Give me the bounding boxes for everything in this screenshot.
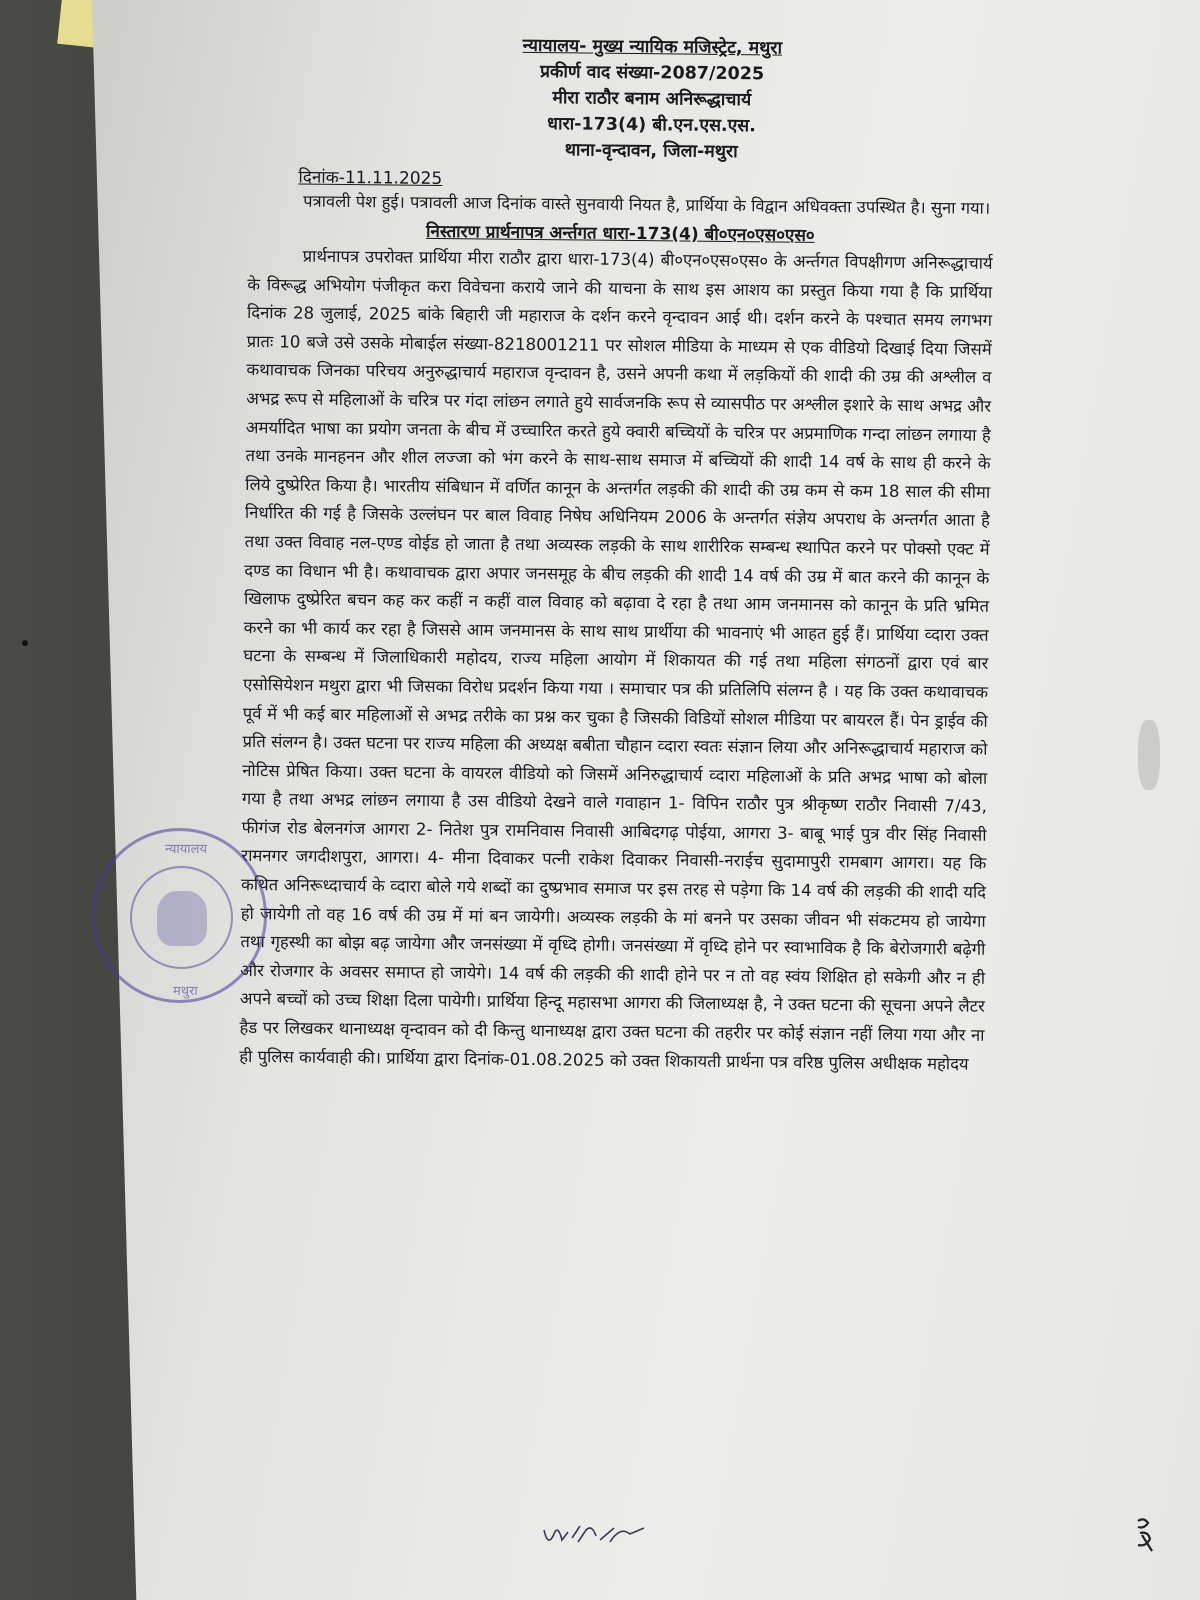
intro-paragraph: पत्रावली पेश हुई। पत्रावली आज दिनांक वास्ते सुनवायी नियत है, प्रार्थिया के विद्वान अधिवक्ता उपस्थित है। सुना गया। [303, 191, 991, 218]
ink-dot [22, 640, 28, 646]
document-header [309, 31, 995, 168]
seal-emblem-icon [157, 891, 207, 946]
page-number-mark-icon [1130, 1515, 1160, 1555]
paper-smudge [1138, 720, 1160, 790]
case-section: धारा-173(4) बी.एन.एस.एस. [547, 114, 756, 137]
case-parties: मीरा राठौर बनाम अनिरूद्धाचार्य [552, 88, 752, 111]
order-date: दिनांक-11.11.2025 [298, 167, 443, 190]
document-content [239, 30, 995, 1079]
seal-bottom-text: मथुरा [173, 984, 198, 999]
case-number: प्रकीर्ण वाद संख्या-2087/2025 [539, 62, 765, 85]
court-name: न्यायालय- मुख्य न्यायिक मजिस्ट्रेट, मथुरा [522, 35, 783, 59]
signature-icon [540, 1520, 650, 1550]
police-station: थाना-वृन्दावन, जिला-मथुरा [564, 140, 738, 163]
court-seal-stamp [92, 828, 267, 1003]
seal-top-text: न्यायालय [165, 842, 208, 857]
body-paragraph: प्रार्थनापत्र उपरोक्त प्रार्थिया मीरा राठौर द्वारा धारा-173(4) बी०एन०एस०एस० के अर्न्तगत विपक्षीगण अनिरूद्धाचार्य के विरूद्ध अभियोग पंजीकृत करा विवेचना कराये जाने की याचना के साथ इस आशय का प्रस्तुत किया गया है कि प्रार्थिया दिनांक 28 जुलाई, 2025 बांके बिहारी जी महाराज के दर्शन करने वृन्दावन आई थी। दर्शन करने के पश्चात समय लगभग प्रातः 10 बजे उसे उसके मोबाईल संख्या-8218001211 पर सोशल मीडिया के माध्यम से एक वीडियो दिखाई दिया जिसमें कथावाचक जिनका परिचय अनुरुद्धाचार्य महाराज वृन्दावन है, उसने अपनी कथा में लड़कियों की शादी की उम्र की अश्लील व अभद्र रूप से महिलाओं के चरित्र पर गंदा लांछन लगाते हुये सार्वजनकि रूप से व्यासपीठ पर अश्लील इशारे के साथ अभद्र और अमर्यादित भाषा का प्रयोग जनता के बीच में उच्चारित करते हुये क्वारी बच्चियों के चरित्र पर अप्रमाणिक गन्दा लांछन लगाया है तथा उनके मानहनन और शील लज्जा को भंग करने के साथ-साथ समाज में बच्चियों की शादी 14 वर्ष के साथ ही करने के लिये दुष्प्रेरित किया है। भारतीय संबिधान में वर्णित कानून के अन्तर्गत लड़की की शादी की उम्र कम से कम 18 साल की सीमा निर्धारित की गई है जिसके उल्लंघन पर बाल विवाह निषेघ अधिनियम 2006 के अन्तर्गत संज्ञेय अपराध के अन्तर्गत आता है तथा उक्त विवाह नल-एण्ड वोईड हो जाता है तथा अव्यस्क लड़की के साथ शारीरिक सम्बन्ध स्थापित करने पर पोक्सो एक्ट में दण्ड का विधान भी है। कथावाचक द्वारा अपार जनसमूह के बीच लड़की की शादी 14 वर्ष की उम्र में बात करने की कानून के खिलाफ दुष्प्रेरित बचन कह कर कहीं न कहीं वाल विवाह को बढ़ावा दे रहा है तथा आम जनमानस को कानून के प्रति भ्रमित करने का भी कार्य कर रहा है जिससे आम जनमानस के साथ साथ प्रार्थीया की भावनाएं भी आहत हुई हैं। प्रार्थिया व्दारा उक्त घटना के सम्बन्ध में जिलाधिकारी महोदय, राज्य महिला आयोग में शिकायत की गई तथा महिला संगठनों द्वारा एवं बार एसोसियेशन मथुरा द्वारा भी जिसका विरोध प्रदर्शन किया गया । समाचार पत्र की प्रतिलिपि संलग्न है । यह कि उक्त कथावाचक पूर्व में भी कई बार महिलाओं से अभद्र तरीके का प्रश्न कर चुका है जिसकी विडियों सोशल मीडिया पर बायरल हैं। पेन ड्राईव की प्रति संलग्न है। उक्त घटना पर राज्य महिला की अध्यक्ष बबीता चौहान व्दारा स्वतः संज्ञान लिया और अनिरूद्धाचार्य महाराज को नोटिस प्रेषित किया। उक्त घटना के वायरल वीडियो को जिसमें अनिरुद्धाचार्य व्दारा महिलाओं के प्रति अभद्र भाषा को बोला गया है तथा अभद्र लांछन लगाया है उस वीडियो देखने वाले गवाहान 1- विपिन राठौर पुत्र श्रीकृष्ण राठौर निवासी 7/43, फीगंज रोड बेलनगंज आगरा 2- नितेश पुत्र रामनिवास निवासी आबिदगढ़ पोईया, आगरा 3- बाबू भाई पुत्र वीर सिंह निवासी रामनगर जगदीशपुरा, आगरा। 4- मीना दिवाकर पत्नी राकेश दिवाकर निवासी-नराईच सुदामापुरी रामबाग आगरा। यह कि कथित अनिरूध्दाचार्य के व्दारा बोले गये शब्दों का दुष्प्रभाव समाज पर इस तरह से पड़ेगा कि 14 वर्ष की लड़की की शादी यदि हो जायेगी तो वह 16 वर्ष की उम्र में मां बन जायेगी। अव्यस्क लड़की के मां बनने पर उसका जीवन भी संकटमय हो जायेगा तथा गृहस्थी का बोझ बढ़ जायेगा और जनसंख्या में वृध्दि होगी। जनसंख्या में वृध्दि होने पर स्वाभाविक है कि बेरोजगारी बढ़ेगी और रोजगार के अवसर समाप्त हो जायेगे। 14 वर्ष की लड़की की शादी होने पर न तो वह स्वंय शिक्षित हो सकेगी और न ही अपने बच्चों को उच्च शिक्षा दिला पायेगी। प्रार्थिया हिन्दू महासभा आगरा की जिलाध्यक्ष है, ने उक्त घटना की सूचना अपने लैटर हैड पर लिखकर थानाध्यक्ष वृन्दावन को दी किन्तु थानाध्यक्ष द्वारा उक्त घटना की तहरीर पर कोई संज्ञान नहीं लिया गया और ना ही पुलिस कार्यवाही की। प्रार्थिया द्वारा दिनांक-01.08.2025 को उक्त शिकायती प्रार्थना पत्र वरिष्ठ पुलिस अधीक्षक महोदय [239, 246, 993, 1074]
disposal-heading: निस्तारण प्रार्थनापत्र अर्न्तगत धारा-173(4) बी०एन०एस०एस० [425, 221, 815, 246]
